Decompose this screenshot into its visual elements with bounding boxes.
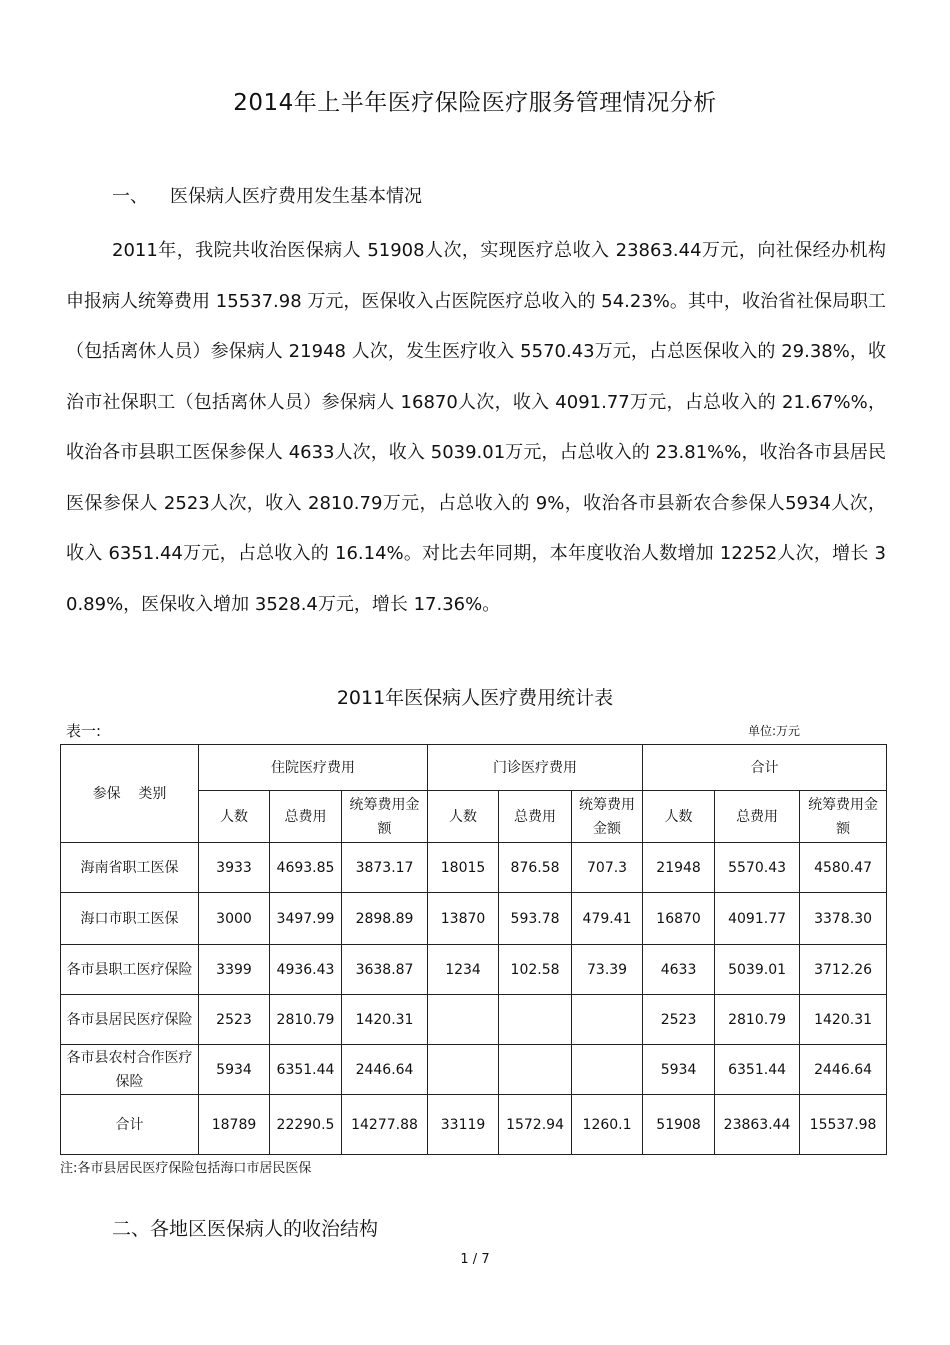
- table-cell: 4091.77: [715, 893, 800, 945]
- subheader-cell: 人数: [428, 791, 499, 843]
- table-unit: 单位:万元: [748, 724, 801, 738]
- table-row: [61, 995, 887, 1045]
- table-cell: 2523: [199, 995, 270, 1045]
- subheader-cell: 人数: [199, 791, 270, 843]
- table-cell: 22290.5: [270, 1095, 342, 1155]
- table-cell: 5039.01: [715, 945, 800, 995]
- table-cell: [499, 995, 572, 1045]
- table-cell: [572, 995, 643, 1045]
- table-cell: [499, 1045, 572, 1095]
- section-number: 一、: [112, 186, 148, 207]
- table-cell: 2810.79: [715, 995, 800, 1045]
- table-cell: 707.3: [572, 843, 643, 893]
- page-number: 1 / 7: [460, 1252, 490, 1267]
- table-cell: 1572.94: [499, 1095, 572, 1155]
- subheader-cell: 总费用: [715, 791, 800, 843]
- table-cell: 18789: [199, 1095, 270, 1155]
- table-cell: 3933: [199, 843, 270, 893]
- document-title: 2014年上半年医疗保险医疗服务管理情况分析: [233, 90, 717, 116]
- section-heading-1: [112, 182, 422, 208]
- table-cell: 33119: [428, 1095, 499, 1155]
- table-cell: 479.41: [572, 893, 643, 945]
- subheader-cell: 统筹费用金额: [572, 791, 643, 843]
- table-cell: 23863.44: [715, 1095, 800, 1155]
- table-cell: 1420.31: [342, 995, 428, 1045]
- table-cell: 1420.31: [800, 995, 887, 1045]
- table-cell: 102.58: [499, 945, 572, 995]
- table-cell: 3712.26: [800, 945, 887, 995]
- table-cell: 3873.17: [342, 843, 428, 893]
- table-row: [61, 893, 887, 945]
- subheader-cell: 总费用: [499, 791, 572, 843]
- subheader-cell: 人数: [643, 791, 715, 843]
- table-cell: 1260.1: [572, 1095, 643, 1155]
- table-cell: 5570.43: [715, 843, 800, 893]
- table-row: [61, 843, 887, 893]
- table-cell: 4936.43: [270, 945, 342, 995]
- table-row: [61, 1045, 887, 1095]
- table-cell: 3497.99: [270, 893, 342, 945]
- table-caption: 2011年医保病人医疗费用统计表: [336, 687, 614, 709]
- table-cell: 5934: [643, 1045, 715, 1095]
- table-cell: 6351.44: [270, 1045, 342, 1095]
- section-heading-text: 医保病人医疗费用发生基本情况: [170, 186, 422, 207]
- statistics-table: [60, 744, 887, 1155]
- table-cell: 2446.64: [800, 1045, 887, 1095]
- table-cell: 4633: [643, 945, 715, 995]
- table-cell: 3000: [199, 893, 270, 945]
- table-cell: 3399: [199, 945, 270, 995]
- table-cell: 4580.47: [800, 843, 887, 893]
- subheader-cell: 总费用: [270, 791, 342, 843]
- table-cell: [428, 1045, 499, 1095]
- table-cell: 21948: [643, 843, 715, 893]
- corner-header: 参保 类别: [61, 745, 199, 843]
- summary-paragraph: 2011年，我院共收治医保病人 51908人次，实现医疗总收入 23863.44万元，向社保经办机构申报病人统筹费用 15537.98 万元，医保收入占医院医疗总收入的 54.23%。其中，收治省社保局职工（包括离休人员）参保病人 21948 人次，发生医疗收入 5570.43万元，占总医保收入的 29.38%，收治市社保职工（包括离休人员）参保病人 16870人次，收入 4091.77万元，占总收入的 21.67%%，收治各市县职工医保参保人 4633人次，收入 5039.01万元，占总收入的 23.81%%，收治各市县居民医保参保人 2523人次，收入 2810.79万元，占总收入的 9%，收治各市县新农合参保人5934人次，收入 6351.44万元，占总收入的 16.14%。对比去年同期，本年度收治人数增加 12252人次，增长 30.89%，医保收入增加 3528.4万元，增长 17.36%。: [66, 240, 886, 615]
- table-cell: 2810.79: [270, 995, 342, 1045]
- table-cell: 593.78: [499, 893, 572, 945]
- table-cell: 2523: [643, 995, 715, 1045]
- table-cell: 73.39: [572, 945, 643, 995]
- group-header: 合计: [643, 745, 887, 791]
- table-cell: 51908: [643, 1095, 715, 1155]
- row-label: 各市县农村合作医疗保险: [61, 1045, 199, 1095]
- table-cell: 13870: [428, 893, 499, 945]
- table-cell: 4693.85: [270, 843, 342, 893]
- row-label: 海南省职工医保: [61, 843, 199, 893]
- table-cell: 18015: [428, 843, 499, 893]
- table-note: 注:各市县居民医疗保险包括海口市居民医保: [60, 1161, 312, 1176]
- table-cell: [572, 1045, 643, 1095]
- table-row: [61, 945, 887, 995]
- group-header: 门诊医疗费用: [428, 745, 643, 791]
- row-label: 各市县居民医疗保险: [61, 995, 199, 1045]
- table-label: 表一:: [66, 722, 102, 740]
- table-cell: 876.58: [499, 843, 572, 893]
- table-cell: 5934: [199, 1045, 270, 1095]
- row-label: 各市县职工医疗保险: [61, 945, 199, 995]
- table-cell: 2898.89: [342, 893, 428, 945]
- row-label: 海口市职工医保: [61, 893, 199, 945]
- table-cell: 2446.64: [342, 1045, 428, 1095]
- table-body: [61, 843, 887, 1155]
- table-cell: 3378.30: [800, 893, 887, 945]
- section-heading-2: 二、各地区医保病人的收治结构: [112, 1218, 379, 1240]
- table-row: [61, 1095, 887, 1155]
- table-cell: 14277.88: [342, 1095, 428, 1155]
- row-label: 合计: [61, 1095, 199, 1155]
- table-cell: 15537.98: [800, 1095, 887, 1155]
- table-cell: 3638.87: [342, 945, 428, 995]
- subheader-cell: 统筹费用金额: [342, 791, 428, 843]
- subheader-cell: 统筹费用金额: [800, 791, 887, 843]
- table-header-row: [61, 745, 887, 791]
- table-cell: 6351.44: [715, 1045, 800, 1095]
- group-header: 住院医疗费用: [199, 745, 428, 791]
- table-cell: [428, 995, 499, 1045]
- table-cell: 16870: [643, 893, 715, 945]
- table-cell: 1234: [428, 945, 499, 995]
